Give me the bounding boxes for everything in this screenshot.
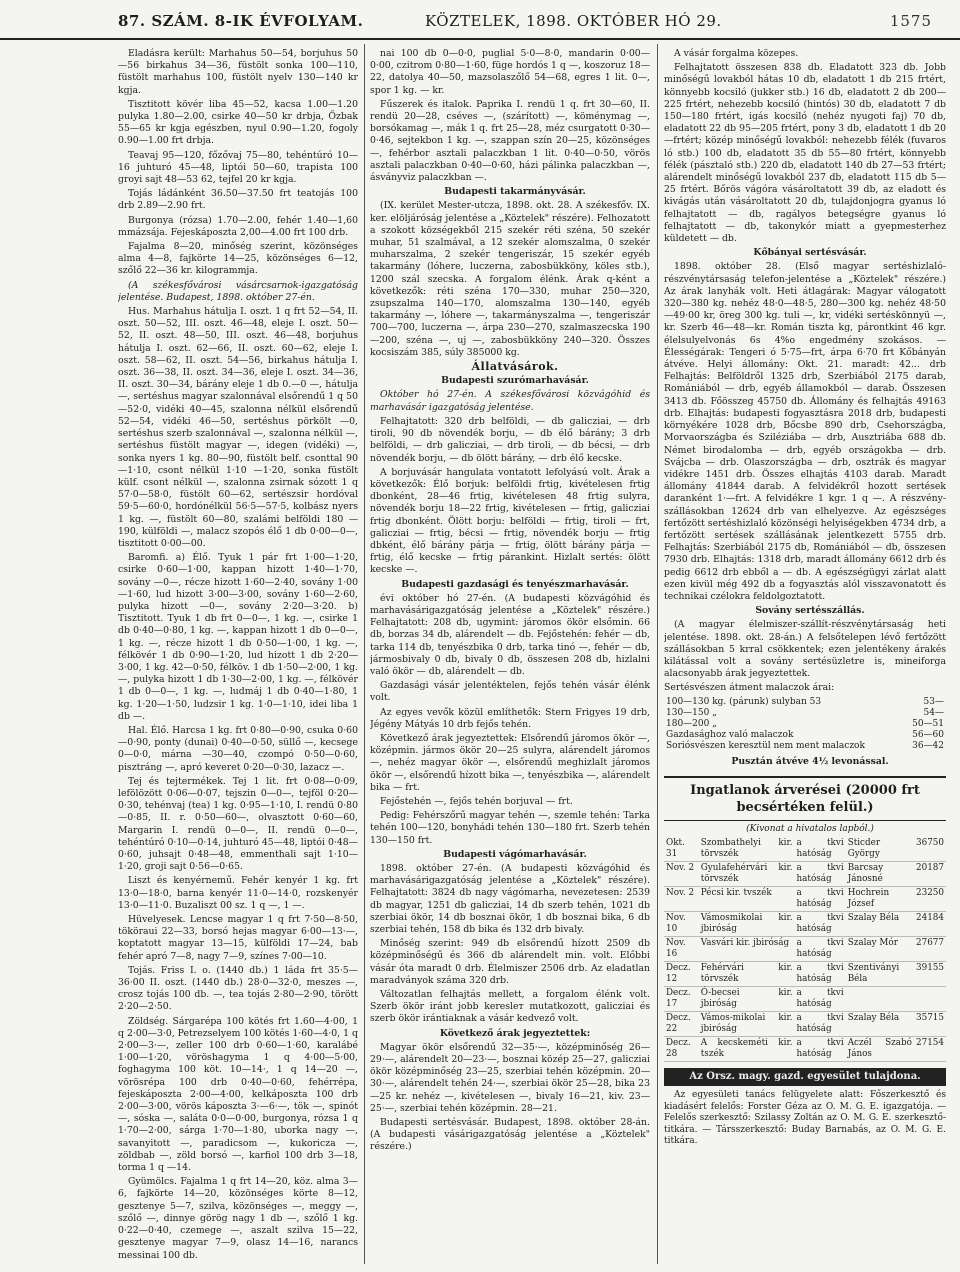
paragraph: Liszt és kenyérnemű. Fehér kenyér 1 kg. frt 13·0—18·0, barna kenyér 11·0—14·0, rozskenyér 13·0—11·0. Buzaliszt 00 sz. 1 q —, 1 —. [118,875,358,911]
paragraph: Minőség szerint: 949 db elsőrendű hízott 2509 db középminőségű és 366 db alárendelt min. volt. Előbbi vásár óta maradt 0 drb. Élelmiszer 2506 drb. Az eladatlan maradványok száma 320 drb. [370,938,650,986]
table-cell: Decz. 12 [664,961,699,986]
paragraph: évi október hó 27-én. (A budapesti közvágóhid és marhavásárigazgatóság jelentése a „Köztelek" részére.) Felhajtatott: 208 db, ugymint: járomos ökör elsőmin. 66 db, borzas 34 db, alárendelt — db. Fejőstehén: fehér — db, tarka 114 db, tenyészbika 0 drb, tarka tinó —, fehér — db, jármosbivaly 0 db, bivaly 0 db, összesen 208 db, hizlalni való ökör — db, alárendelt — db. [370,592,650,677]
paragraph: Tojás. Friss I. o. (1440 db.) 1 láda frt 35·5—36·00 II. oszt. (1440 db.) 28·0—32·0, meszes —, crosz tojás 100 db. —, tea tojás 2·80—2·90, törött 2·20—2·50. [118,964,358,1013]
table-cell: Nov. 2 [664,861,699,886]
table-cell: 180—200 „ [666,718,717,729]
paragraph: Magyar ökör elsőrendű 32—35·—, középminőség 26—29·—, alárendelt 20—23·—, bosznai közép 25—27, galicziai ökör középminőség 23—25, szerbiai tehén középmin. 20—30·—, alárendelt tehén 24·—, szerbiai ökör 25—28, bika 23—25 kr. nehéz —, kivételesen —, bivaly 16—21, kiv. 23—25·—, szerbiai tehén középmin. 28—21. [370,1041,650,1114]
ownership-banner: Az Orsz. magy. gazd. egyesület tulajdona. [664,1068,946,1086]
paragraph: Felhajtatott: 320 drb belföldi, — db galicziai, — drb tiroli, 90 db növendék borju, — db élő bárány; 3 drb belföldi, — drb galicziai, — drb tiroli, — db bécsi, — drb növendék borju, — db ölött bárány, — drb élő kecske. [370,415,650,464]
table-cell: Vámosmikolai kir. jbiróság [699,911,795,936]
paragraph: 1898. október 27-én. (A budapesti közvágóhid és marhavásárigazgatóság jelentése a „Köztelek" részére). Felhajtatott: 3824 db nagy vágómarha, nevezetesen: 2539 db magyar, 1251 db galicziai, 14 db szerb tehén, 1021 db szerbiai ökör, 14 db bosznai ökör, 1 db bosznai bika, 6 db szerbiai tehén, 158 db bika és 132 drb bivaly. [370,863,650,936]
table-cell: Aczél Szabó János [846,1036,914,1061]
table-cell: Fehérvári kir. törvszék [699,961,795,986]
table-cell: 20187 [914,861,946,886]
paragraph: Hus. Marhahus hátulja I. oszt. 1 q frt 52—54, II. oszt. 50—52, III. oszt. 46—48, eleje I. oszt. 50—52, II. oszt. 48—50, III. oszt. 46—48, borjuhus hátulja I. oszt. 62—66, II. oszt. 60—62, eleje I. oszt. 58—62, II. oszt. 54—56, birkahus hátulja I. oszt. 36—38, II. oszt. 34—36, eleje I. oszt. 34—36, II. oszt. 30—34, bárány eleje 1 db 0.—0 —, hátulja —, sertéshus magyar szalonnával elsőrendű 1 q 50—52·0, vidéki 40—45, szalonna nélkül elsőrendű 52—54, vidéki 46—50, sertéshus pörkölt —0, sertéshus szerb szalonnával —, szalonna nélkül —, sertéshus füstölt magyar —, idegen (vidéki) —, sonka nyers 1 kg. 80—90, füstölt belf. csonttal 90—1·10, csont nélkül 1·10 —1·20, sonka füstölt külf. csont nélkül —, szalonna zsirnak sózott 1 q 57·0—58·0, füstölt 60—62, sertészsir hordóval 59·5—60·0, hordónélkül 56·5—57·5, kolbász nyers 1 kg. —, füstölt 60—80, szalámi belföldi 180 —190, külföldi —, malacz szopós élő 1 db 0·00—0—, tisztitott 0·00—00. [118,306,358,549]
table-cell: Szombathelyi kir. törvszék [699,837,795,862]
column-3 [664,48,946,1264]
paragraph: Október hó 27-én. A székesfővárosi közvágóhid és marhavásár igazgatóság jelentése. [370,389,650,413]
paragraph: Burgonya (rózsa) 1.70—2.00, fehér 1.40—1,60 mmázsája. Fejeskáposzta 2,00—4.00 frt 100 drb. [118,214,358,238]
table-cell: Ó-becsei kir. jbiróság [699,986,795,1011]
table-cell: Nov. 16 [664,936,699,961]
paragraph: Pusztán átvéve 4½ levonással. [731,755,889,767]
paragraph: Tej és tejtermékek. Tej 1 lit. frt 0·08—0·09, lefölözött 0·06—0·07, tejszin 0—0—, tejföl 0·20—0·30, tehénvaj (tea) 1 kg. 0·95—1·10, I. rendü 0·80—0·85, II. r. 0·50—60—, olvasztott 0·60—60, Margarin I. rendü 0—0—, II. rendü 0—0—, tehéntúró 0·10—0·14, juhturó 45—48, liptói 0·48—0·60, juhsajt 0·48—48, emmenthali sajt 1·10—1·20, groji sajt 0·56—0·65. [118,775,358,873]
section-heading: Budapesti takarmányvásár. [444,186,586,198]
table-cell: a tkvi hatóság [795,837,846,862]
table-row [664,1011,946,1036]
table-row [664,741,946,752]
table-row [664,861,946,886]
paragraph: (IX. kerület Mester-utcza, 1898. okt. 28. A székesfőv. IX. ker. elöljáróság jelentése a „Köztelek" részére). Felhozatott a szokott községekből 215 szekér réti széna, 50 szekér muhar, 51 szalmával, a 12 szekér alomszalma, 0 szekér muharszalma, 2 szekér tengeriszár, 15 szekér egyéb takarmány (lóhere, luczerna, zabosbükköny, köles stb.), 1200 szál szecska. A forgalom élénk. Árak q-ként a következők: réti széna 170—330, muhar 250—320, zsupszalma 140—170, alomszalma 130—140, egyéb takarmány —, lóhere —, takarmányszalma —, tengeriszár 700—700, luczerna —, árpa 230—270, szalmaszecska 190—200, széna —, uj —, zabosbükköny 240—320. Összes kocsiszám 385, súly 385000 kg. [370,200,650,358]
section-heading: Következő árak jegyeztettek: [439,1027,591,1039]
paragraph: Tojás ládánként 36.50—37.50 frt teatojás 100 drb 2.89—2.90 frt. [118,188,358,212]
table-cell: Szalay Mór [846,936,914,961]
table-cell: Szentiványi Béla [846,961,914,986]
table-cell: Gazdasághoz való malaczok [666,729,794,740]
page-number: 1575 [889,12,932,30]
section-heading: Budapesti szurómarhavásár. [441,375,589,387]
paragraph: A vásár forgalma közepes. [674,48,799,59]
table-cell: Gyulafehérvári kir. törvszék [699,861,795,886]
paragraph: Hüvelyesek. Lencse magyar 1 q frt 7·50—8·50, tököraui 22—33, borsó hejas magyar 6·00—13·—, koptatott magyar 13—15, külföldi 17—24, bab fehér apró 7—8, nagy 7—9, színes 7·00—10. [118,914,358,962]
auction-table [664,837,946,1062]
table-row [664,697,946,708]
paragraph: Eladásra került: Marhahus 50—54, borjuhus 50—56 birkahus 34—36, füstölt sonka 100—110, füstölt marhahus 100, füstölt nyelv 130—140 kr kgja. [118,48,358,96]
paragraph: Sertésvészen átment malaczok árai: [664,682,835,694]
table-row [664,837,946,862]
issue-number: 87. SZÁM. 8-IK ÉVFOLYAM. [118,12,364,30]
table-row [664,730,946,741]
paragraph: Teavaj 95—120, főzővaj 75—80, tehéntúró 10—16 juhturó 45—48, liptói 50—60, trapista 100 groyi sajt 48—53 62, tejfel 20 kr kgja. [118,149,358,186]
paragraph: (A magyar élelmiszer-szállít-részvénytársaság heti jelentése. 1898. okt. 28-án.) A felsőtelepen lévő fertőzött szállásokban 5 krral csökkentek; ezen jelentékeny árakés kilátással volt a sovány sertésüzletre is, mineiforga alacsonyabb árak jegyeztettek. [664,619,946,680]
section-heading: Budapesti gazdasági és tenyészmarhavásár. [401,578,629,590]
table-cell: 50—51 [912,718,944,729]
page-header [0,0,960,40]
table-cell: 54— [923,707,944,718]
paragraph: Hal. Élő. Harcsa 1 kg. frt 0·80—0·90, csuka 0·60 —0·90, ponty (dunai) 0·40—0·50, süllő —, kecsege 0—0·0, márna —30—40, czompó 0·50—0·60, pisztráng —, apró keveret 0·20—0·30, lazacz —. [118,724,358,773]
table-cell: 53— [923,696,944,707]
section-heading: Kőbányai sertésvásár. [753,247,867,259]
section-heading: Sovány sertésszállás. [755,605,865,617]
piglet-price-table [664,697,946,752]
table-cell: a tkvi hatóság [795,886,846,911]
paragraph: Felhajtatott összesen 838 db. Eladatott 323 db. Jobb minőségű lovakból hátas 10 db, eladatott 1 db 215 frtért, könnyebb kocsiló (jukker stb.) 16 db, eladatott 2 db 200—225 frtért, nehezebb kocsiló (hintós) 30 db, eladatott 7 db 150—180 frtért, igás kocsiló (nehéz nyugoti faj) 70 db, eladatott 22 db 95—205 frtért, pony 3 db, eladatott 1 db 20—frtért; közép minőségű lovakból: nehezebb félék (fuvaros ló stb.) 100 db, eladatott 35 db 55—80 frtért, könnyebb félék (pásztaló stb.) 220 db, eladatott 140 db 27—53 frtért; alárendelt minőségű lovakból 237 db, eladatott 115 db 5—25 frtért. Bőrös vágóra vásároltatott 39 db, az eladott és kivágás után vásároltatott 20 db, tulajdonjogra gyanus ló felhajtatott — db, ragályos betegségre gyanus ló felhajtatott — db, takonykór miatt a gyepmesterhez küldetett — db. [664,62,946,245]
table-cell: Decz. 22 [664,1011,699,1036]
table-cell: Nov. 10 [664,911,699,936]
table-cell: Pécsi kir. tvszék [699,886,795,911]
table-cell: 27677 [914,936,946,961]
table-cell: Barcsay Jánosné [846,861,914,886]
column-1 [118,48,358,1264]
table-cell: Szalay Béla [846,1011,914,1036]
column-divider [657,44,658,1264]
section-title: Állatvásárok. [471,360,559,374]
table-cell: a tkvi hatóság [795,1011,846,1036]
table-cell: a tkvi hatóság [795,861,846,886]
table-cell: 23250 [914,886,946,911]
table-row [664,719,946,730]
table-row [664,961,946,986]
paragraph: Tisztitott kövér liba 45—52, kacsa 1.00—1.20 pulyka 1.80—2.00, csirke 40—50 kr drbja, Őzbak 55—65 kr kgja egészben, nyul 0.90—1.20, fogoly 0.90—1.00 frt drbja. [118,98,358,147]
paragraph: Fejőstehén —, fejős tehén borjuval — frt. [380,795,573,807]
column-2 [370,48,650,1264]
table-cell: 36—42 [912,740,944,751]
paragraph: A borjuvásár hangulata vontatott lefolyású volt. Árak a következők: Élő borjuk: belföldi frtig, kivételesen frtig dbonként, 28—46 frtig, kivételesen 48 frtig sulyra, növendék borju 18—22 frtig, kivételesen — frtig, galicziai frtig dbonként. Ölött borju: belföldi — frtig, tiroli — frt, galicziai — frtig, bécsi — frtig, növendék borju — frtig dbként, élő bárány párja — frtig, ölött bárány párja — frtig, élő kecske — frtig párankint. Hizlalt sertés: ölött kecske —. [370,466,650,576]
auction-subheading: (Kivonat a hivatalos lapból.) [746,823,874,834]
table-cell: 35715 [914,1011,946,1036]
table-cell [914,986,946,1011]
table-row [664,1036,946,1061]
paragraph: Pedig: Fehérszőrű magyar tehén —, szemle tehén: Tarka tehén 100—120, bonyhádi tehén 130—180 frt. Szerb tehén 130—150 frt. [370,810,650,846]
publication-date: KÖZTELEK, 1898. OKTÓBER HÓ 29. [425,12,722,30]
paragraph: Zöldség. Sárgarépa 100 kötés frt 1.60—4·00, 1 q 2·00—3·0, Petrezselyem 100 kötés 1·60—4·0, 1 q 2·00—3·—, zeller 100 drb 0·60—1·60, karalábé 1·00—1·20, vöröshagyma 1 q 4·00—5·00, foghagyma 100 köt. 10—14·, 1 q 14—20 —, vörösrépa 100 drb 0·40—0·60, fehérrépa, fejeskáposzta 2·00—4·00, kelkáposzta 100 drb 2·00—3·00, vörös káposzta 3·—6·—, tök —, spinót —, sóska —, saláta 0·0—0·00, burgonya, rózsa 1 q 1·70—2·00, sárga 1·70—1·80, uborka nagy —, savanyitott —, paradicsom —, kukoricza —, zöldbab —, zöld borsó —, karfiol 100 drb 3—18, torma 1 q —14. [118,1015,358,1174]
paragraph: Változatlan felhajtás mellett, a forgalom élénk volt. Szerb ökör iránt jobb keresleт mutatkozott, galicziai és szerb ökör irántiaknak a vásár kedvező volt. [370,989,650,1025]
table-cell: Szalay Béla [846,911,914,936]
publisher-info: Az egyesületi tanács felügyelete alatt: Főszerkesztő és kiadásért felelős: Forster Géza az O. M. G. E. igazgatója. — Felelős szerkesztő: Szilassy Zoltán az O. M. G. E. szerkesztő-titkára. — Társszerkesztő: Buday Barnabás, az O. M. G. E. titkára. [664,1090,946,1147]
paragraph: Gyümölcs. Fajalma 1 q frt 14—20, köz. alma 3—6, fajkörte 14—20, közönséges körte 8—12, gesztenye 5—7, szilva, közönséges —, meggy —, szőlő —, dinnye görög nagy 1 db —, szőlő 1 kg. 0·22—0·40, czemege —, aszalt szilva 15—22, gesztenye magyar 7—9, olasz 14—16, narancs messinai 100 db. [118,1176,358,1261]
paragraph: 1898. október 28. (Első magyar sertéshizlaló-részvénytársaság telefon-jelentése a „Köztelek" részére.) Az árak lanyhák volt. Heti átlagárak: Magyar válogatott 320—380 kg. nehéz 48·0—48·5, 280—300 kg. nehéz 48·50—49·00 kr, öreg 300 kg. tuli —, kr, vidéki sertéskönnyü —, kr. Szerb 46—48—kr. Román tiszta kg, párontkint 46 kgr. élelsulyelvonás 6s 4%o engedmény szokásos. — Élességárak: Tengeri ó 5·75—frt, árpa 6·70 frt Kőbányán átvéve. Helyi állomány: Okt. 21. maradt: 42... drb Felhajtás: Belföldről 1325 drb, Szerbiából 2175 darab, Romániából — drb, egyéb államokból — darab. Összesen 3413 db. Főösszeg 45750 db. Állomány és felhajtás 49163 drb. Elhajtás: budapesti fogyasztásra 2018 drb, budapesti környékére 1028 drb, Bőcsbe 890 drb, Csehországba, Morvaországba és Sziléziába — drb, Ausztriába 688 db. Német birodalomba — drb, egyéb országokba — drb. Svájcba — drb. Olaszországba — drb, osztrák és magyar vidékre 1451 drb. Összes elhajtás 4103 darab. Maradt állomány 41844 darab. A felvidékről hozott sertések daranként 1·—frt. A felvidékre 1 kgr. 1 q —. A részvény-szállásokban 12624 drb van elhelyezve. Az egészséges fertőzött sertéshizlaló közönségi helyiségekben 4734 drb, a fertőzött sertések szállásának jelentkezett 5755 drb. Felhajtás: Szerbiából 2175 db, Romániából — db, összesen 7930 drb. Elhajtás: 1318 drb, maradt állomány 6612 drb és pedig 6612 drb ebből a — db. A egészségügyi zárlat alatt ezen kivül még 492 db a fogyasztás alól visszavonatott és technikai czélokra feldolgoztatott. [664,261,946,602]
paragraph: Baromfi. a) Élő. Tyuk 1 pár frt 1·00—1·20, csirke 0·60—1·00, kappan hizott 1·40—1·70, sovány —0—, récze hizott 1·60—2·40, sovány 1·00—1·60, lud hizott 3·00—3·00, sovány 1·60—2·60, pulyka hizott —0—, sovány 2·20—3·20. b) Tisztitott. Tyuk 1 db frt 0—0—, 1 kg. —, csirke 1 db 0·40—0·80, 1 kg. —, kappan hizott 1 db 0—0—, 1 kg. —, récze hizott 1 db 0·50—1·00, 1 kg. —, félkövér 1 db 0·90—1·20, lud hizott 1 db 2·20—3·00, 1 kg. 42—0·50, félköv. 1 db 1·50—2·00, 1 kg. —, pulyka hizott 1 db 1·30—2·00, 1 kg. —, félkövér 1 db 0—0—, 1 kg. —, ludmáj 1 db 0·40—1·80, 1 kg. 1·20—1·50, ludzsir 1 kg. 1·0—1·10, idei liba 1 db —. [118,552,358,722]
table-row [664,911,946,936]
table-row [664,936,946,961]
table-cell: a tkvi hatóság [795,1036,846,1061]
paragraph: Gazdasági vásár jelentéktelen, fejős tehén vásár élénk volt. [370,680,650,704]
auction-heading: Ingatlanok árverései (20000 frt becsértéken felül.) [664,776,946,821]
table-cell: 27154 [914,1036,946,1061]
paragraph: Fűszerek és italok. Paprika I. rendü 1 q. frt 30—60, II. rendü 20—28, cséves —, (szárított) —, köménymag —, borsókamag —, mák 1 q. frt 25—28, méz csurgatott 0·30—0·46, sejtekbon 1 kg. —, szappan szín 20—25, közönséges —, fehérbor asztali palaczkban 1 lit. 0·40—0·50, vörös asztali palaczkban 0·40—0·60, házi pálinka palaczkban —, ásványviz palaczkban —. [370,98,650,184]
paragraph: Az egyes vevők közül említhetők: Stern Frigyes 19 drb, Jégény Mátyás 10 drb fejős tehén. [370,706,650,730]
table-row [664,886,946,911]
table-cell: 24184 [914,911,946,936]
table-cell: 39155 [914,961,946,986]
table-cell: Vasvári kir. jbiróság [699,936,795,961]
table-cell: a tkvi hatóság [795,936,846,961]
table-cell: a tkvi hatóság [795,961,846,986]
table-row [664,708,946,719]
column-divider [364,44,365,1264]
table-cell: Decz. 28 [664,1036,699,1061]
paragraph: nai 100 db 0—0·0, puglial 5·0—8·0, mandarin 0·00—0·00, czitrom 0·80—1·60, füge hordós 1 q —, koszoruz 18—22, datolya 40—50, mazsolaszőlő 54—68, egres 1 lit. 0—, spor 1 kg. — kr. [370,48,650,96]
table-cell: A kecskeméti kir. tszék [699,1036,795,1061]
table-cell: 130—150 „ [666,707,717,718]
table-cell: Okt. 31 [664,837,699,862]
table-cell: Vámos-mikolai kir. jbiróság [699,1011,795,1036]
paragraph: (A székesfővárosi vásárcsarnok-igazgatóság jelentése. Budapest, 1898. október 27-én. [118,279,358,303]
table-cell: Nov. 2 [664,886,699,911]
table-cell: a tkvi hatóság [795,986,846,1011]
table-cell: Sticder György [846,837,914,862]
paragraph: Következő árak jegyeztettek: Elsőrendű járomos ökör —, középmin. jármos ökör 20—25 sulyra, alárendelt járomos —, nehéz magyar ökör —, elsőrendű meghizlalt járomos ökör —, elsőrendű hízott bika —, tenyészbika —, alárendelt bika — frt. [370,732,650,793]
table-cell: 36750 [914,837,946,862]
table-cell: 56—60 [912,729,944,740]
table-cell: a tkvi hatóság [795,911,846,936]
table-row [664,986,946,1011]
table-cell: 100—130 kg. (párunk) sulyban 53 [666,696,822,707]
section-heading: Budapesti vágómarhavásár. [443,848,587,860]
table-cell: Decz. 17 [664,986,699,1011]
paragraph: Fajalma 8—20, minőség szerint, közönséges alma 4—8, fajkörte 14—25, közönséges 6—12, szőlő 22—36 kr. kilogrammja. [118,241,358,277]
table-cell [846,986,914,1011]
table-cell: Soriósvészen keresztül nem ment malaczok [666,740,865,751]
paragraph: Budapesti sertésvásár. Budapest, 1898. október 28-án. (A budapesti vásárigazgatóság jelentése a „Köztelek" részére.) [370,1117,650,1153]
table-cell: Hochrein József [846,886,914,911]
